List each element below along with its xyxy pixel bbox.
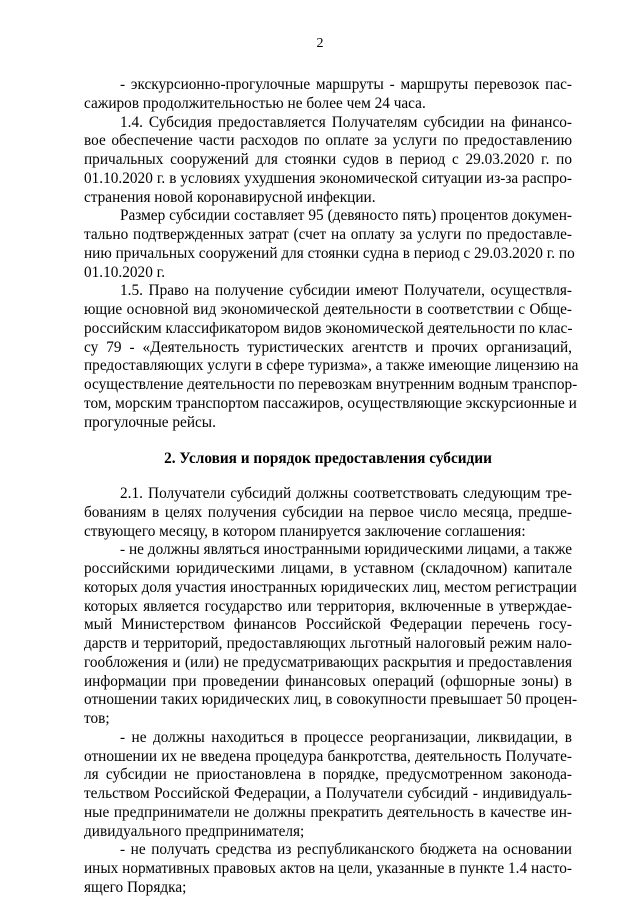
text-line: дивидуального предпринимателя; (84, 822, 305, 840)
text-line: - не должны находиться в процессе реорганизации, ликвидации, в (120, 728, 572, 746)
text-line: ящего Порядка; (84, 878, 187, 896)
paragraph (84, 729, 572, 842)
section-1-text (84, 76, 579, 432)
text-line: сажиров продолжительностью не более чем 24 часа. (84, 94, 426, 112)
text-line: 01.10.2020 г. в условиях ухудшения экономической ситуации из-за распро- (84, 169, 572, 187)
paragraph (84, 207, 575, 282)
paragraph (84, 114, 572, 208)
text-line: ствующего месяцу, в котором планируется заключение соглашения: (84, 522, 526, 540)
paragraph (84, 841, 572, 897)
text-line: - не должны являться иностранными юридическими лицами, а также (120, 541, 572, 559)
text-line: информации при проведении финансовых операций (офшорные зоны) в (84, 672, 572, 690)
paragraph (84, 541, 578, 729)
text-line: 2.1. Получатели субсидий должны соответствовать следующим тре- (120, 485, 572, 502)
text-line: которых является государство или территория, включенные в утверждае- (84, 597, 572, 615)
text-line: гообложения и (или) не предусматривающих раскрытия и предоставления (84, 653, 572, 671)
text-line: причальных сооружений для стоянки судов в период с 29.03.2020 г. по (84, 151, 572, 168)
text-line: - экскурсионно-прогулочные маршруты - маршруты перевозок пас- (120, 76, 572, 93)
text-line: отношении таких юридических лиц, в совокупности превышает 50 процен- (84, 691, 578, 709)
text-line: - не получать средства из республиканского бюджета на основании (120, 841, 572, 859)
text-line: ющие основной вид экономической деятельности в соответствии с Обще- (84, 301, 572, 318)
text-line: су 79 - «Деятельность туристических агентств и прочих организаций, (84, 338, 572, 356)
text-line: российским классификатором видов экономической деятельности по клас- (84, 319, 573, 337)
paragraph (84, 76, 572, 114)
text-line: которых доля участия иностранных юридических лиц, местом регистрации (84, 578, 577, 596)
text-line: бованиям в целях получения субсидии на первое число месяца, предше- (84, 503, 572, 521)
paragraph (84, 485, 572, 541)
text-line: нию причальных сооружений для стоянки судна в период с 29.03.2020 г. по (84, 244, 575, 262)
text-line: прогулочные рейсы. (84, 413, 216, 431)
text-line: тельством Российской Федерации, а Получатели субсидий - индивидуаль- (84, 785, 572, 802)
text-line: 01.10.2020 г. (84, 263, 166, 281)
document-body (84, 76, 579, 898)
text-line: российскими юридическими лицами, в уставном (складочном) капитале (84, 560, 572, 577)
text-line: 1.5. Право на получение субсидии имеют Получатели, осуществля- (120, 282, 572, 300)
text-line: странения новой коронавирусной инфекции. (84, 188, 376, 206)
section-heading: 2. Условия и порядок предоставления субсидии (164, 450, 492, 468)
text-line: дарств и территорий, предоставляющих льготный налоговый режим нало- (84, 635, 572, 652)
text-line: мый Министерством финансов Российской Федерации перечень госу- (84, 616, 572, 634)
text-line: Размер субсидии составляет 95 (девяносто пять) процентов докумен- (120, 207, 572, 225)
page-number: 2 (316, 36, 324, 51)
text-line: тов; (84, 710, 110, 727)
text-line: вое обеспечение части расходов по оплате за услуги по предоставлению (84, 132, 572, 150)
text-line: том, морским транспортом пассажиров, осуществляющие экскурсионные и (84, 394, 577, 412)
paragraph (84, 282, 579, 432)
text-line: тально подтвержденных затрат (счет на оплату за услуги по предоставле- (84, 226, 572, 243)
text-line: 1.4. Субсидия предоставляется Получателям субсидии на финансо- (120, 113, 572, 131)
text-line: отношении их не введена процедура банкротства, деятельность Получате- (84, 747, 572, 765)
text-line: осуществление деятельности по перевозкам внутренним водным транспор- (84, 376, 578, 393)
text-line: предоставляющих услуги в сфере туризма», а также имеющие лицензию на (84, 357, 579, 375)
text-line: ные предприниматели не должны прекратить деятельность в качестве ин- (84, 803, 572, 821)
section-2-text (84, 485, 578, 898)
text-line: ля субсидии не приостановлена в порядке, предусмотренном законода- (84, 766, 572, 784)
text-line: иных нормативных правовых актов на цели, указанные в пункте 1.4 насто- (84, 860, 572, 877)
